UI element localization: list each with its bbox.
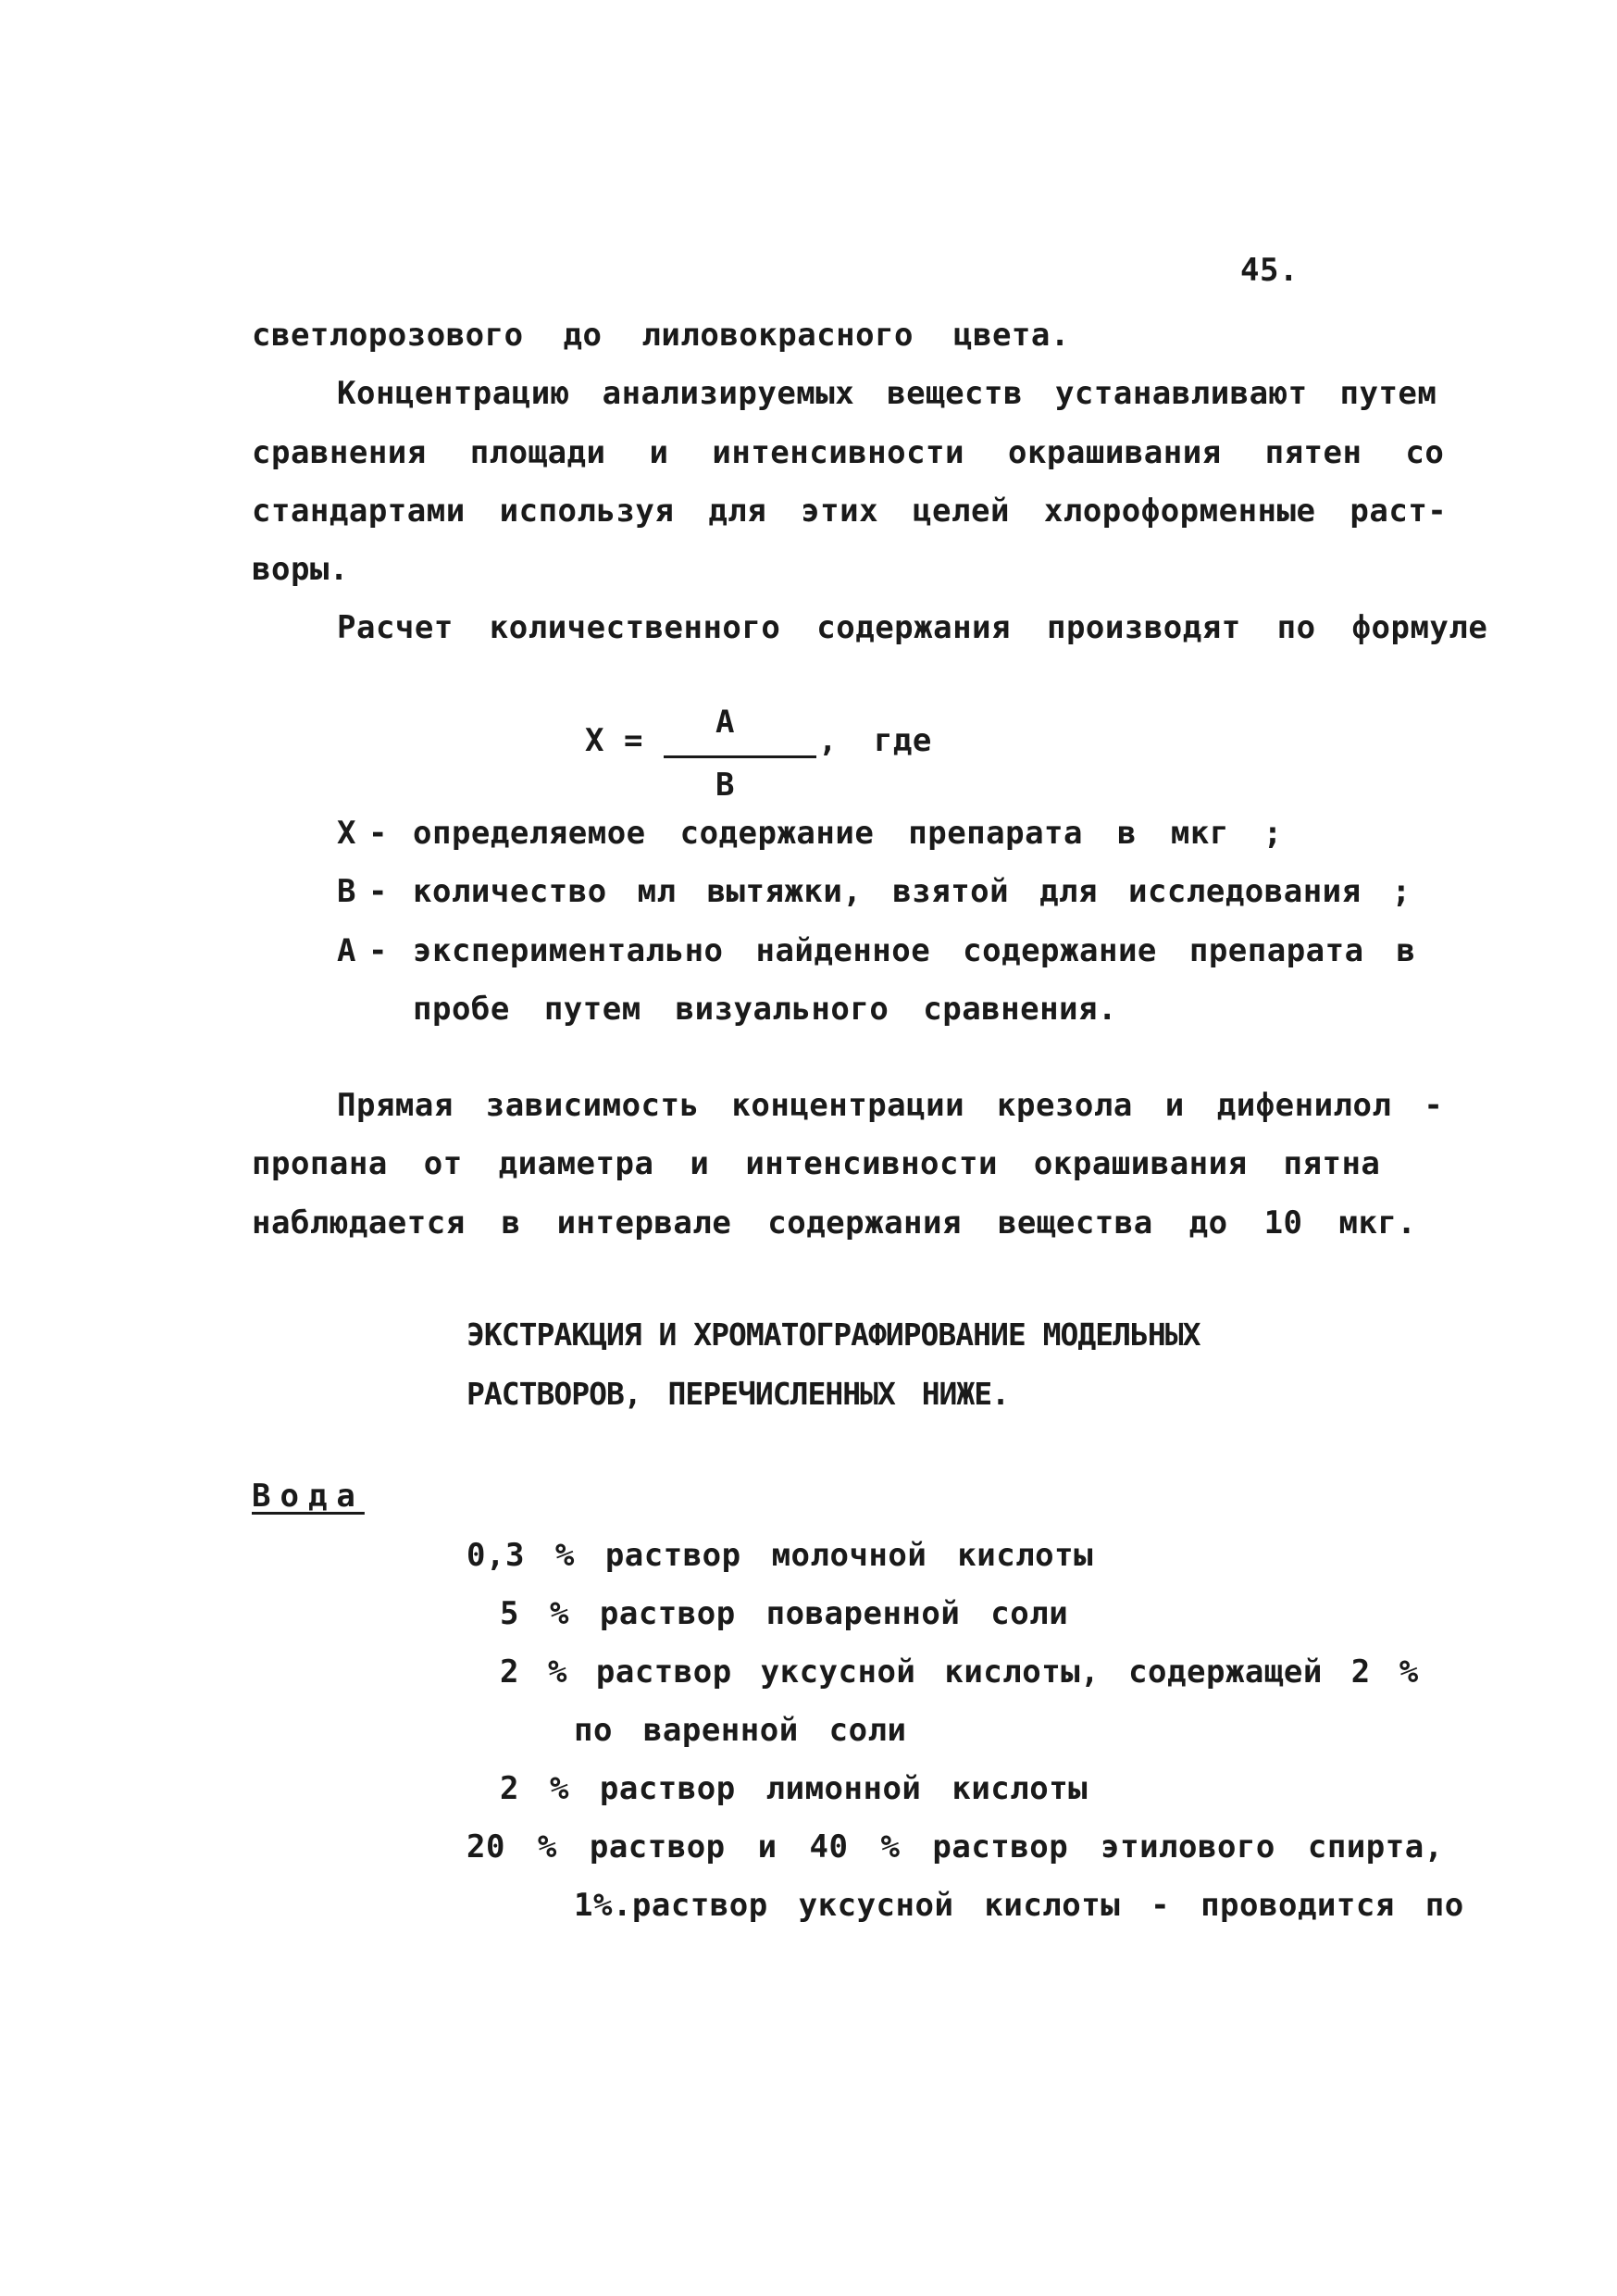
text-line: пропана от диаметра и интенсивности окрашивания пятна <box>252 1145 1381 1182</box>
section-heading: ЭКСТРАКЦИЯ И ХРОМАТОГРАФИРОВАНИЕ МОДЕЛЬНЫХ <box>466 1316 1200 1353</box>
definition-symbol: X <box>337 815 356 852</box>
page-number: 45. <box>1240 252 1299 289</box>
list-item-continuation: по варенной соли <box>574 1712 907 1749</box>
text-line: стандартами используя для этих целей хлороформенные раст- <box>252 493 1448 530</box>
text-line: наблюдается в интервале содержания вещества до 10 мкг. <box>252 1204 1417 1242</box>
definition-text: количество мл вытяжки, взятой для исследования ; <box>413 873 1412 910</box>
list-item: 2 % раствор уксусной кислоты, содержащей 2 % <box>500 1653 1419 1691</box>
definition-continuation: пробе путем визуального сравнения. <box>413 991 1117 1028</box>
formula-denominator: B <box>715 767 735 804</box>
list-item-continuation: 1%.раствор уксусной кислоты - проводится по <box>574 1887 1464 1924</box>
text-line: сравнения площади и интенсивности окрашивания пятен со <box>252 434 1445 471</box>
section-title: Вода <box>252 1478 365 1515</box>
definition-dash: - <box>368 873 388 910</box>
definition-text: определяемое содержание прeпарата в мкг ; <box>413 815 1283 852</box>
definition-text: экспериментально найденное содержание препарата в <box>413 932 1416 969</box>
definition-symbol: A <box>337 932 356 969</box>
text-line: светлорозового до лиловокрасного цвета. <box>252 317 1070 354</box>
fraction-bar <box>664 755 816 758</box>
text-line: воры. <box>252 551 349 588</box>
text-line: Концентрацию анализируемых веществ устанавливают путем <box>337 375 1437 412</box>
definition-dash: - <box>368 815 388 852</box>
section-heading: РАСТВОРОВ, ПЕРЕЧИСЛЕННЫХ НИЖЕ. <box>466 1376 1010 1412</box>
formula-lhs: X = <box>585 722 643 759</box>
formula-numerator: A <box>715 704 735 741</box>
list-item: 20 % раствор и 40 % раствор этилового спирта, <box>466 1828 1444 1866</box>
text-line: Прямая зависимость концентрации крезола и дифенилол - <box>337 1087 1444 1124</box>
definition-dash: - <box>368 932 388 969</box>
list-item: 0,3 % раствор молочной кислоты <box>466 1537 1094 1574</box>
list-item: 5 % раствор поваренной соли <box>500 1595 1069 1632</box>
formula-suffix: , где <box>818 722 932 759</box>
text-line: Расчет количественного содержания производят по формуле <box>337 609 1488 646</box>
definition-symbol: B <box>337 873 356 910</box>
list-item: 2 % раствор лимонной кислоты <box>500 1770 1088 1807</box>
